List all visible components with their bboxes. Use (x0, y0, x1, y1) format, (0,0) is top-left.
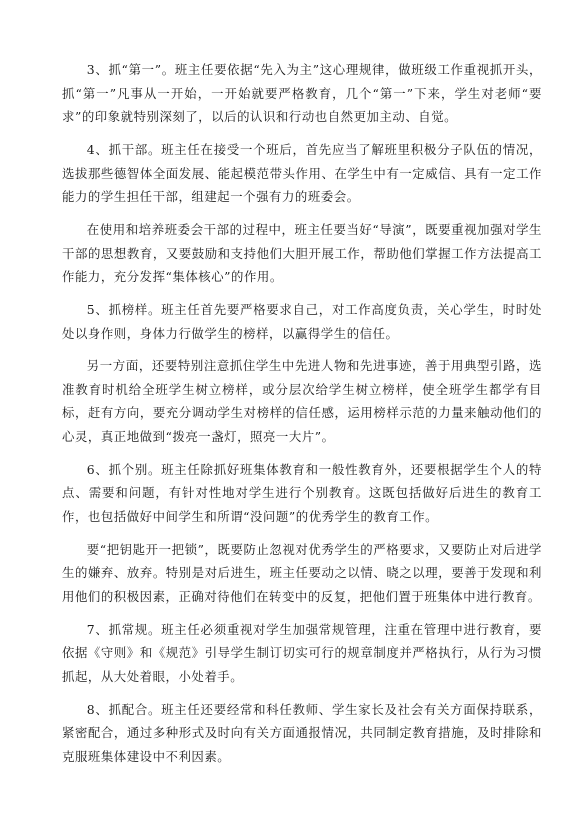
paragraph-grab-role-models: 5、抓榜样。班主任首先要严格要求自己，对工作高度负责，关心学生，时时处处以身作则，身体力行做学生的榜样，以赢得学生的信任。 (62, 301, 542, 341)
paragraph-grab-routine: 7、抓常规。班主任必须重视对学生加强常规管理，注重在管理中进行教育，要依据《守则》和《规范》引导学生制订切实可行的规章制度并严格执行，从行为习惯抓起，从大处着眼，小处着手。 (62, 621, 542, 684)
paragraph-key-and-lock: 要“把钥匙开一把锁”，既要防止忽视对优秀学生的严格要求，又要防止对后进学生的嫌弃、放弃。特别是对后进生，班主任要动之以情、晓之以理，要善于发现和利用他们的积极因素，正确对待他们在转变中的反复，把他们置于班集体中进行教育。 (62, 541, 542, 604)
document-page (62, 58, 542, 778)
paragraph-grab-cooperation: 8、抓配合。班主任还要经常和科任教师、学生家长及社会有关方面保持联系，紧密配合，通过多种形式及时向有关方面通报情况，共同制定教育措施，及时排除和克服班集体建设中不利因素。 (62, 701, 542, 764)
paragraph-grab-individuals: 6、抓个别。班主任除抓好班集体教育和一般性教育外，还要根据学生个人的特点、需要和问题，有针对性地对学生进行个别教育。这既包括做好后进生的教育工作，也包括做好中间学生和所谓“没问题”的优秀学生的教育工作。 (62, 461, 542, 525)
paragraph-cadre-training: 在使用和培养班委会干部的过程中，班主任要当好“导演”，既要重视加强对学生干部的思想教育，又要鼓励和支持他们大胆开展工作，帮助他们掌握工作方法提高工作能力，充分发挥“集体核心”的作用。 (62, 221, 542, 285)
paragraph-grab-first: 3、抓“第一”。班主任要依据“先入为主”这心理规律，做班级工作重视抓开头，抓“第一”凡事从一开始，一开始就要严格教育，几个“第一”下来，学生对老师“要求”的印象就特别深刻了，以后的认识和行动也自然更加主动、自觉。 (62, 62, 542, 125)
paragraph-grab-cadres: 4、抓干部。班主任在接受一个班后，首先应当了解班里积极分子队伍的情况，选拔那些德智体全面发展、能起模范带头作用、在学生中有一定威信、具有一定工作能力的学生担任干部，组建起一个强有力的班委会。 (62, 141, 542, 205)
paragraph-student-role-models: 另一方面，还要特别注意抓住学生中先进人物和先进事迹，善于用典型引路，选准教育时机给全班学生树立榜样，或分层次给学生树立榜样，使全班学生都学有目标，赶有方向，要充分调动学生对榜样的信任感，运用榜样示范的力量来触动他们的心灵，真正地做到“拨亮一盏灯，照亮一大片”。 (62, 358, 542, 445)
